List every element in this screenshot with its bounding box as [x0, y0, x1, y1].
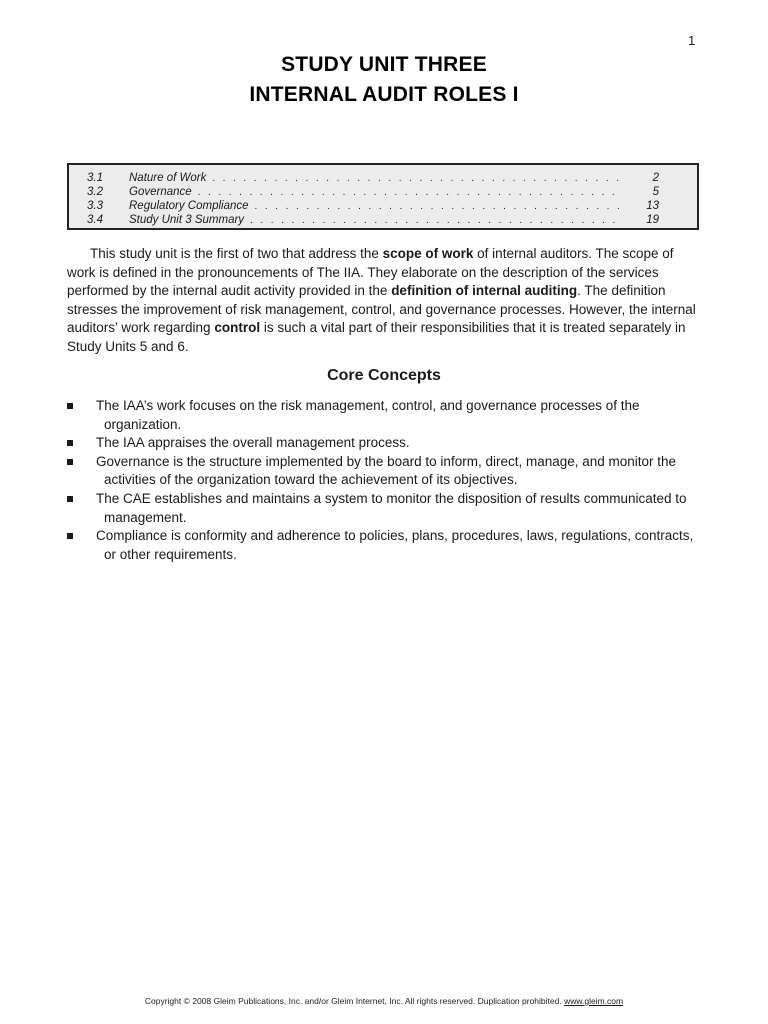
list-item — [75, 490, 707, 527]
toc-title: Study Unit 3 Summary — [129, 214, 245, 226]
concept-text: The CAE establishes and maintains a system to monitor the disposition of results communicated to management. — [96, 490, 687, 525]
concept-text: The IAA’s work focuses on the risk management, control, and governance processes of the organization. — [96, 398, 640, 432]
toc-number: 3.2 — [87, 186, 103, 198]
title-line-1: STUDY UNIT THREE — [281, 53, 487, 76]
intro-text: is such a vital part of their responsibilities that it is treated separately in Study Units 5 and 6. — [67, 320, 686, 354]
title-line-2: INTERNAL AUDIT ROLES I — [249, 83, 519, 106]
intro-text: of internal auditors. The scope of work is defined in the pronouncements of The IIA. They elaborate on the description of the services performed by the internal audit activity provided in the — [67, 246, 674, 299]
toc-dot-leader — [255, 200, 621, 214]
toc-number: 3.1 — [87, 172, 103, 184]
toc-title: Regulatory Compliance — [129, 200, 249, 212]
toc-row[interactable] — [69, 213, 697, 227]
list-item — [75, 397, 707, 434]
square-bullet-icon — [67, 533, 73, 539]
page-title — [0, 50, 768, 110]
toc-page: 19 — [646, 214, 659, 226]
intro-text: This study unit is the first of two that address the — [90, 246, 383, 261]
square-bullet-icon — [67, 459, 73, 465]
table-of-contents — [67, 163, 699, 230]
intro-bold-term: definition of internal auditing — [391, 283, 578, 299]
toc-dot-leader — [212, 172, 621, 186]
toc-title: Governance — [129, 186, 192, 198]
toc-row[interactable] — [69, 171, 697, 185]
toc-row[interactable] — [69, 199, 697, 213]
toc-page: 13 — [646, 200, 659, 212]
toc-dot-leader — [250, 214, 621, 228]
intro-bold-term: scope of work — [382, 246, 474, 261]
website-link[interactable]: www.gleim.com — [564, 996, 624, 1006]
concept-text: Compliance is conformity and adherence to policies, plans, procedures, laws, regulations, contracts, or other requirements. — [96, 528, 694, 562]
toc-title: Nature of Work — [129, 172, 207, 184]
copyright-text: Copyright © 2008 Gleim Publications, Inc. and/or Gleim Internet, Inc. All rights reserved. Duplication prohibited. — [144, 996, 565, 1006]
square-bullet-icon — [67, 496, 73, 502]
intro-text: . The definition stresses the improvement of risk management, control, and governance processes. However, the internal auditors’ work regarding — [67, 283, 696, 336]
concept-text: The IAA appraises the overall management process. — [96, 435, 410, 451]
toc-row[interactable] — [69, 185, 697, 199]
list-item — [75, 527, 707, 564]
list-item — [75, 453, 707, 490]
copyright-footer — [0, 996, 768, 1006]
intro-paragraph — [67, 245, 703, 357]
list-item — [75, 434, 707, 453]
core-concepts-heading: Core Concepts — [327, 367, 441, 384]
toc-page: 5 — [652, 186, 659, 198]
page-number: 1 — [688, 33, 696, 48]
square-bullet-icon — [67, 440, 73, 446]
core-concepts-list — [67, 397, 707, 564]
toc-dot-leader — [198, 186, 621, 200]
square-bullet-icon — [67, 403, 73, 409]
toc-number: 3.3 — [87, 200, 103, 212]
intro-bold-term: control — [214, 320, 261, 336]
concept-text: Governance is the structure implemented by the board to inform, direct, manage, and monitor the activities of the organization toward the achievement of its objectives. — [96, 453, 677, 488]
toc-number: 3.4 — [87, 214, 103, 226]
toc-page: 2 — [652, 172, 659, 184]
